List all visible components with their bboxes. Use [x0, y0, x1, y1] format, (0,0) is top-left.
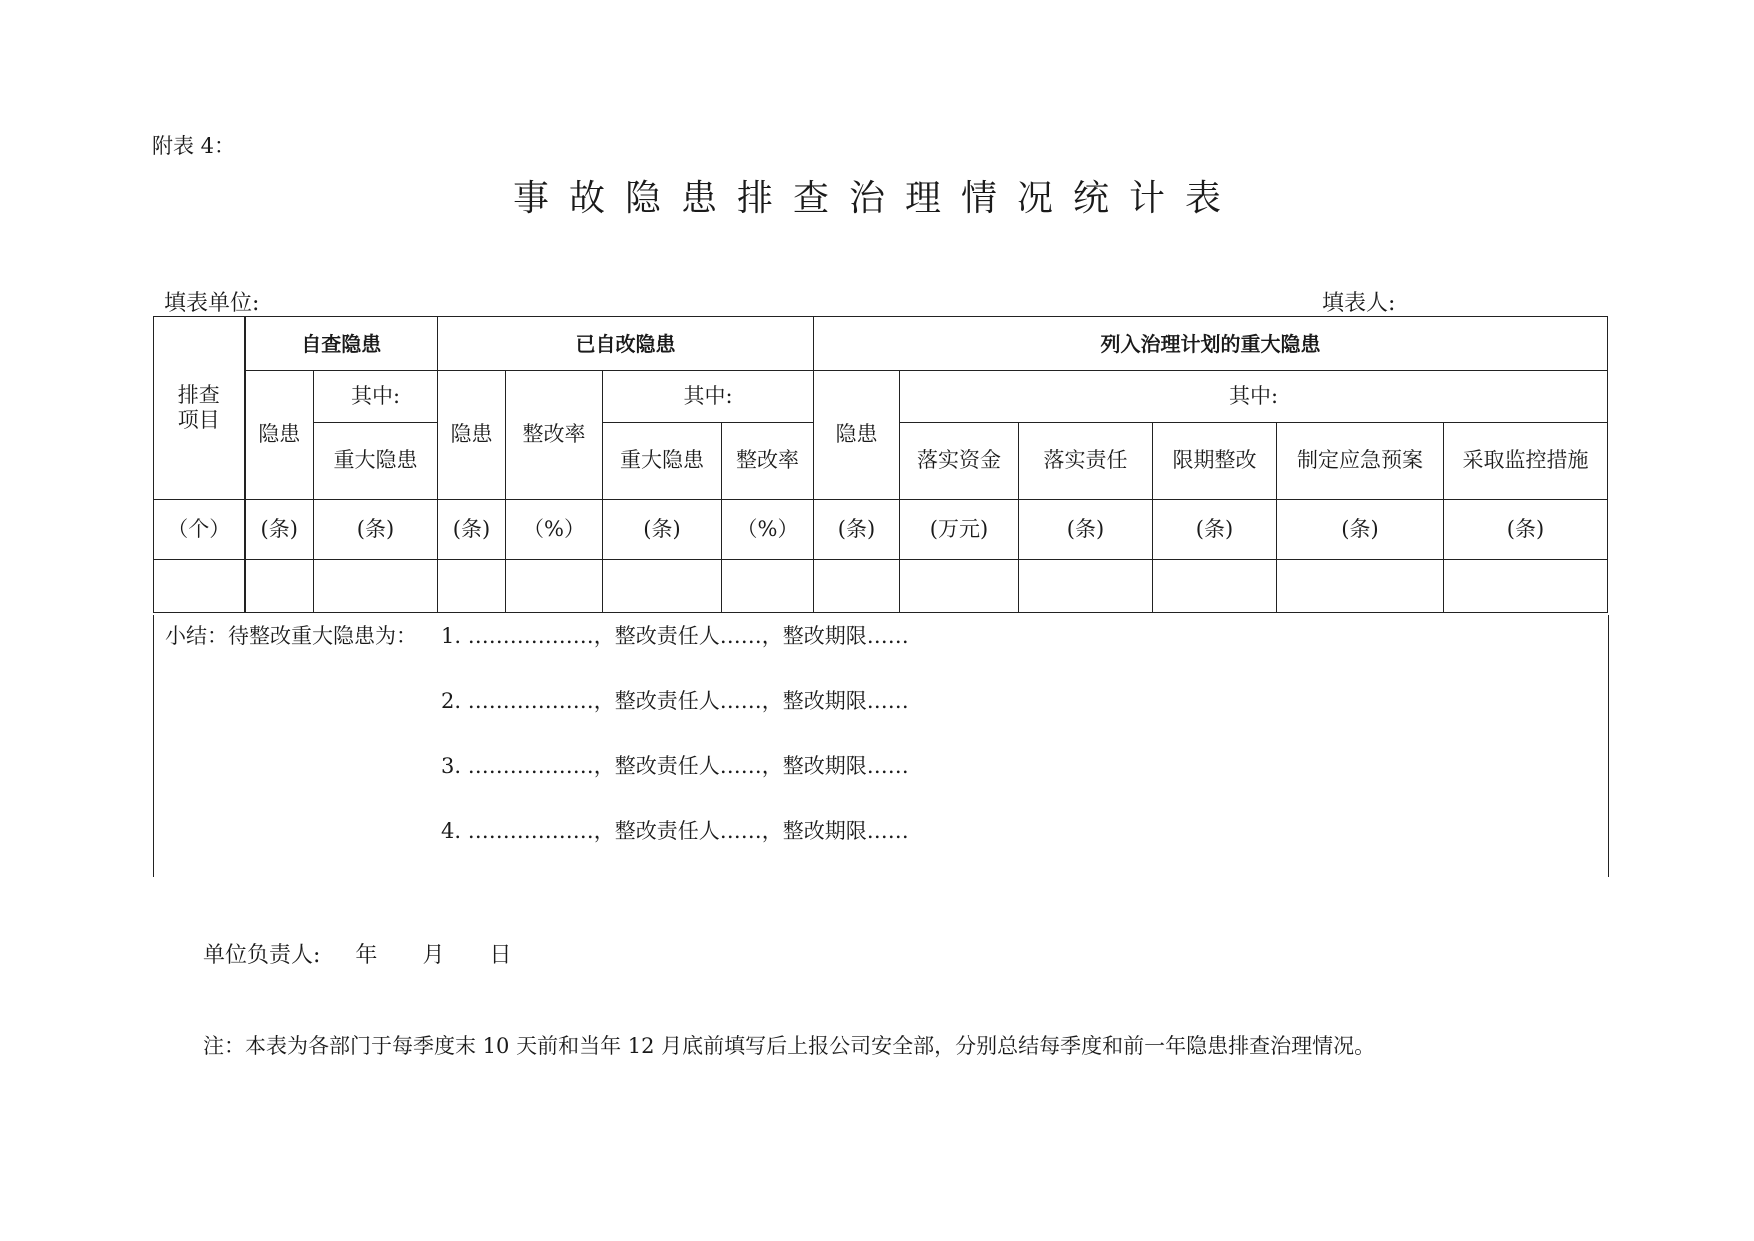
footnote: 注：本表为各部门于每季度末 10 天前和当年 12 月底前填写后上报公司安全部，分别总结每季度和前一年隐患排查治理情况。 [203, 1034, 1376, 1058]
header-self-check: 自查隐患 [245, 317, 438, 371]
data-cell[interactable] [1153, 560, 1277, 613]
header-hidden-danger: 隐患 [438, 371, 506, 500]
unit-cell: (条) [245, 500, 314, 560]
data-cell[interactable] [438, 560, 506, 613]
header-hidden-danger: 隐患 [814, 371, 900, 500]
header-emergency-plan: 制定应急预案 [1277, 423, 1444, 500]
data-cell[interactable] [603, 560, 722, 613]
unit-cell: (条) [1019, 500, 1153, 560]
unit-cell: (条) [438, 500, 506, 560]
day-label: 日 [489, 943, 512, 968]
unit-cell: (条) [814, 500, 900, 560]
header-major-hidden-danger: 重大隐患 [603, 423, 722, 500]
header-rectify-rate: 整改率 [506, 371, 603, 500]
page-title: 事故隐患排查治理情况统计表 [512, 178, 1241, 219]
unit-cell: (条) [1277, 500, 1444, 560]
header-among: 其中: [900, 371, 1608, 423]
unit-cell: (条) [1444, 500, 1608, 560]
summary-item: 3. ………………，整改责任人……，整改期限…… [441, 754, 909, 778]
header-major-hidden-danger: 重大隐患 [314, 423, 438, 500]
unit-cell: (条) [314, 500, 438, 560]
header-self-fixed: 已自改隐患 [438, 317, 814, 371]
header-responsibility: 落实责任 [1019, 423, 1153, 500]
data-cell[interactable] [154, 560, 245, 613]
header-major-plan: 列入治理计划的重大隐患 [814, 317, 1608, 371]
unit-cell: （%） [722, 500, 814, 560]
data-cell[interactable] [314, 560, 438, 613]
summary-item: 4. ………………，整改责任人……，整改期限…… [441, 819, 909, 843]
responsible-label: 单位负责人: [203, 943, 321, 968]
attachment-label: 附表 4： [152, 134, 236, 158]
data-cell[interactable] [722, 560, 814, 613]
data-cell[interactable] [814, 560, 900, 613]
signoff-line [203, 938, 511, 969]
header-among: 其中: [314, 371, 438, 423]
header-hidden-danger: 隐患 [245, 371, 314, 500]
data-cell[interactable] [1277, 560, 1444, 613]
summary-item: 2. ………………，整改责任人……，整改期限…… [441, 689, 909, 713]
data-cell[interactable] [1019, 560, 1153, 613]
data-row [154, 560, 1608, 613]
summary-section [153, 615, 1609, 877]
fill-unit-label: 填表单位: [164, 291, 260, 316]
unit-cell: (条) [603, 500, 722, 560]
header-among: 其中: [603, 371, 814, 423]
data-cell[interactable] [506, 560, 603, 613]
header-monitoring: 采取监控措施 [1444, 423, 1608, 500]
unit-cell: (条) [1153, 500, 1277, 560]
statistics-table [153, 316, 1608, 613]
data-cell[interactable] [1444, 560, 1608, 613]
filler-label: 填表人: [1322, 291, 1396, 316]
summary-item: 1. ………………，整改责任人……，整改期限…… [441, 624, 909, 648]
unit-cell: (万元) [900, 500, 1019, 560]
data-cell[interactable] [245, 560, 314, 613]
data-cell[interactable] [900, 560, 1019, 613]
month-label: 月 [422, 943, 445, 968]
header-project: 排查 项目 [154, 317, 245, 500]
year-label: 年 [355, 943, 378, 968]
header-funding: 落实资金 [900, 423, 1019, 500]
summary-label: 小结：待整改重大隐患为： [165, 624, 417, 648]
header-deadline: 限期整改 [1153, 423, 1277, 500]
unit-cell: （%） [506, 500, 603, 560]
unit-cell: （个） [154, 500, 245, 560]
header-rectify-rate: 整改率 [722, 423, 814, 500]
